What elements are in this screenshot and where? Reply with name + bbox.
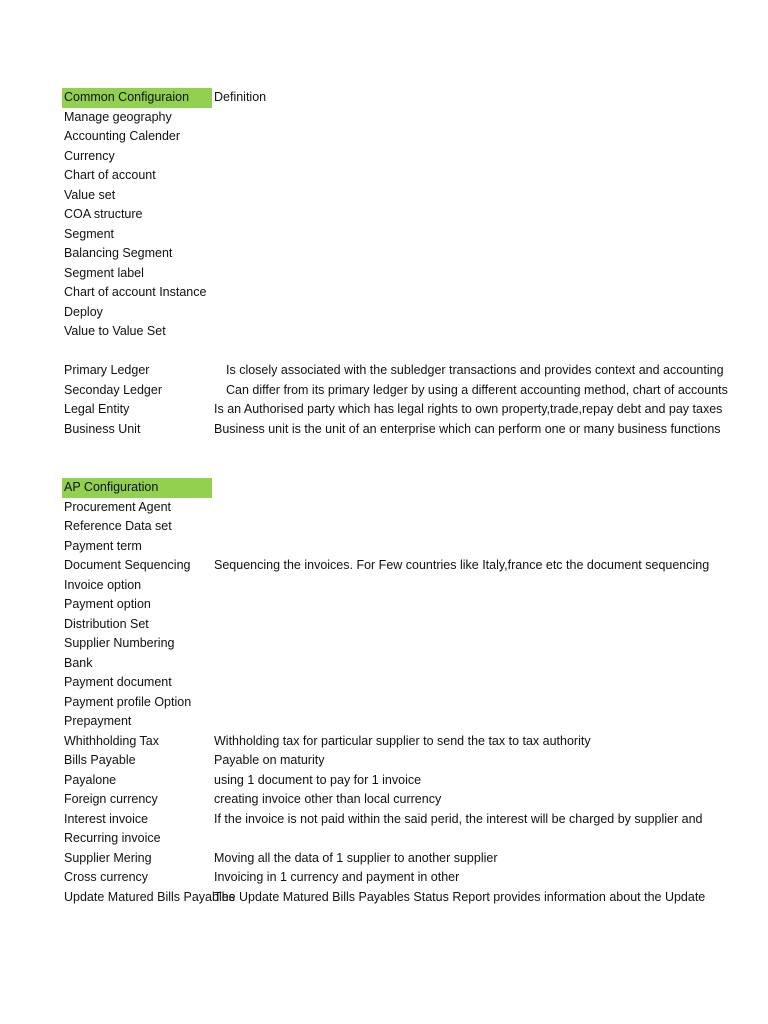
table-row[interactable] (62, 244, 696, 264)
term-cell[interactable]: Cross currency (64, 870, 149, 884)
table-row[interactable] (62, 654, 696, 674)
term-cell[interactable]: Legal Entity (64, 402, 130, 416)
table-row[interactable] (62, 127, 696, 147)
term-cell[interactable]: Supplier Numbering (64, 636, 175, 650)
definition-cell[interactable] (212, 537, 696, 557)
definition-cell[interactable] (212, 517, 696, 537)
definition-cell[interactable] (212, 264, 696, 284)
definition-cell[interactable] (212, 829, 696, 849)
term-cell[interactable]: Foreign currency (64, 792, 158, 806)
table-row[interactable] (62, 556, 710, 576)
ap-config-header-cell[interactable]: AP Configuration (62, 478, 212, 498)
definition-cell[interactable] (212, 108, 696, 128)
term-cell[interactable]: Supplier Mering (64, 850, 152, 865)
term-cell[interactable]: Manage geography (64, 109, 172, 124)
definition-cell[interactable] (212, 205, 696, 225)
definition-cell[interactable]: Is an Authorised party which has legal rights to own property,trade,repay debt and pay taxes (214, 402, 723, 416)
definition-cell[interactable] (212, 225, 696, 245)
table-row[interactable] (62, 420, 721, 440)
table-row[interactable] (62, 771, 696, 791)
table-row[interactable] (62, 166, 696, 186)
empty-row[interactable] (62, 342, 696, 362)
term-cell[interactable]: Chart of account Instance (64, 285, 207, 299)
spreadsheet (62, 88, 728, 907)
table-row[interactable] (62, 615, 696, 635)
table-row[interactable] (62, 595, 696, 615)
table-row[interactable] (62, 303, 696, 323)
definition-cell[interactable]: Moving all the data of 1 supplier to another supplier (214, 850, 498, 865)
definition-cell[interactable] (212, 283, 696, 303)
definition-cell[interactable]: using 1 document to pay for 1 invoice (214, 772, 422, 787)
term-cell[interactable]: Payment profile Option (64, 694, 192, 709)
definition-cell[interactable]: Can differ from its primary ledger by using a different accounting method, chart of accounts (226, 382, 728, 397)
term-cell[interactable]: Distribution Set (64, 616, 149, 631)
definition-header-cell[interactable]: Definition (214, 90, 267, 104)
common-config-header-row[interactable] (62, 88, 696, 108)
definition-cell[interactable]: Business unit is the unit of an enterprise which can perform one or many business functions (214, 421, 721, 436)
definition-cell[interactable] (212, 186, 696, 206)
common-config-section (62, 88, 696, 342)
table-row[interactable] (62, 673, 696, 693)
term-cell[interactable]: Whithholding Tax (64, 733, 159, 748)
term-cell[interactable]: Chart of account (64, 168, 156, 182)
table-row[interactable] (62, 147, 696, 167)
definition-cell[interactable] (212, 693, 696, 713)
term-cell[interactable]: Payment document (64, 675, 172, 689)
table-row[interactable] (62, 381, 728, 401)
definition-cell[interactable] (212, 673, 696, 693)
term-cell[interactable]: Primary Ledger (64, 363, 150, 377)
table-row[interactable] (62, 400, 723, 420)
table-row[interactable] (62, 693, 696, 713)
table-row[interactable] (62, 108, 696, 128)
table-row[interactable] (62, 751, 696, 771)
definition-cell[interactable] (212, 127, 696, 147)
table-row[interactable] (62, 225, 696, 245)
term-cell[interactable]: Document Sequencing (64, 558, 191, 572)
empty-row[interactable] (62, 439, 696, 478)
term-cell[interactable]: Payment option (64, 597, 151, 611)
table-row[interactable] (62, 361, 724, 381)
definition-cell[interactable] (212, 712, 696, 732)
definition-cell[interactable]: The Update Matured Bills Payables Status Report provides information about the Update (214, 889, 706, 904)
term-cell[interactable]: Bills Payable (64, 753, 136, 767)
definition-cell[interactable] (212, 615, 696, 635)
term-cell[interactable]: Seconday Ledger (64, 382, 162, 397)
definition-cell[interactable] (212, 595, 696, 615)
ledger-section (62, 361, 728, 439)
term-cell[interactable]: Procurement Agent (64, 499, 172, 514)
term-cell[interactable]: Payalone (64, 772, 117, 787)
term-cell[interactable]: Value set (64, 187, 116, 202)
table-row[interactable] (62, 537, 696, 557)
table-row[interactable] (62, 498, 696, 518)
table-row[interactable] (62, 712, 696, 732)
definition-cell[interactable] (212, 322, 696, 342)
term-cell[interactable]: Segment label (64, 265, 144, 280)
definition-cell[interactable]: If the invoice is not paid within the said perid, the interest will be charged by supplier and (214, 811, 703, 826)
definition-cell[interactable] (212, 303, 696, 323)
table-row[interactable] (62, 849, 696, 869)
definition-cell[interactable]: Withholding tax for particular supplier to send the tax to tax authority (214, 733, 591, 748)
table-row[interactable] (62, 205, 696, 225)
term-cell[interactable]: Recurring invoice (64, 831, 161, 845)
ap-config-section (62, 478, 710, 907)
term-cell[interactable]: Payment term (64, 538, 142, 553)
definition-cell[interactable] (212, 244, 696, 264)
term-cell[interactable]: Interest invoice (64, 811, 149, 826)
term-cell[interactable]: COA structure (64, 207, 143, 221)
definition-cell[interactable] (212, 634, 696, 654)
table-row[interactable] (62, 810, 703, 830)
table-row[interactable] (62, 634, 696, 654)
definition-cell[interactable] (212, 654, 696, 674)
common-config-header-cell[interactable]: Common Configuraion (62, 88, 212, 108)
table-row[interactable] (62, 322, 696, 342)
term-cell[interactable]: Currency (64, 148, 115, 163)
definition-cell[interactable] (212, 576, 696, 596)
definition-cell[interactable] (212, 147, 696, 167)
definition-cell[interactable]: Sequencing the invoices. For Few countries like Italy,france etc the document sequencing (214, 558, 710, 572)
table-row[interactable] (62, 576, 696, 596)
term-cell[interactable]: Deploy (64, 304, 103, 319)
term-cell[interactable]: Update Matured Bills Payables (64, 889, 235, 904)
definition-cell[interactable]: Is closely associated with the subledger transactions and provides context and accounting (226, 363, 724, 377)
definition-cell[interactable] (212, 166, 696, 186)
definition-cell[interactable]: creating invoice other than local currency (214, 792, 442, 806)
term-cell[interactable]: Prepayment (64, 714, 132, 728)
term-cell[interactable]: Accounting Calender (64, 129, 181, 143)
term-cell[interactable]: Business Unit (64, 421, 141, 436)
ap-config-header-row[interactable] (62, 478, 696, 498)
definition-cell[interactable] (212, 478, 696, 498)
table-row[interactable] (62, 790, 696, 810)
table-row[interactable] (62, 732, 696, 752)
definition-cell[interactable]: Payable on maturity (214, 753, 325, 767)
term-cell[interactable]: Value to Value Set (64, 324, 166, 338)
term-cell[interactable]: Reference Data set (64, 519, 172, 533)
table-row[interactable] (62, 283, 696, 303)
table-row[interactable] (62, 868, 696, 888)
table-row[interactable] (62, 264, 696, 284)
term-cell[interactable]: Segment (64, 226, 115, 241)
term-cell[interactable]: Invoice option (64, 577, 142, 592)
term-cell[interactable]: Bank (64, 655, 93, 670)
term-cell[interactable]: Balancing Segment (64, 246, 173, 260)
definition-cell[interactable] (212, 498, 696, 518)
table-row[interactable] (62, 517, 696, 537)
definition-cell[interactable]: Invoicing in 1 currency and payment in other (214, 870, 460, 884)
table-row[interactable] (62, 186, 696, 206)
table-row[interactable] (62, 888, 706, 908)
table-row[interactable] (62, 829, 696, 849)
